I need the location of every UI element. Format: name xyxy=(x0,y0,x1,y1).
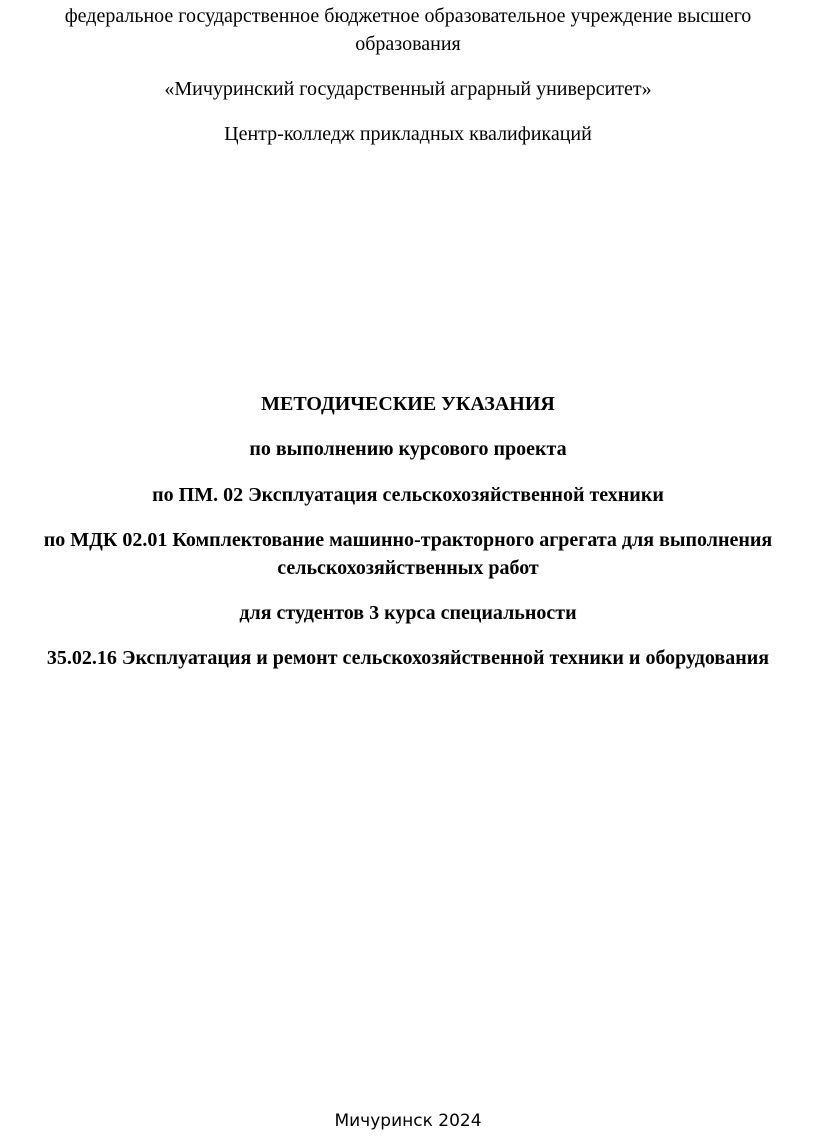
institution-line-2: образования xyxy=(355,33,461,55)
university-name: «Мичуринский государственный аграрный университет» xyxy=(164,78,652,100)
college-name: Центр-колледж прикладных квалификаций xyxy=(224,123,592,145)
target-audience: для студентов 3 курса специальности xyxy=(239,602,577,624)
institution-line-1: федеральное государственное бюджетное образовательное учреждение высшего xyxy=(64,5,752,27)
document-purpose: по выполнению курсового проекта xyxy=(249,438,567,460)
professional-module: по ПМ. 02 Эксплуатация сельскохозяйственной техники xyxy=(152,484,664,506)
document-title: МЕТОДИЧЕСКИЕ УКАЗАНИЯ xyxy=(261,393,555,415)
city-year: Мичуринск 2024 xyxy=(334,1111,482,1131)
interdisciplinary-course-line-1: по МДК 02.01 Комплектование машинно-тракторного агрегата для выполнения xyxy=(43,529,773,551)
interdisciplinary-course-line-2: сельскохозяйственных работ xyxy=(277,557,539,579)
specialty-code: 35.02.16 Эксплуатация и ремонт сельскохозяйственной техники и оборудования xyxy=(46,647,770,669)
